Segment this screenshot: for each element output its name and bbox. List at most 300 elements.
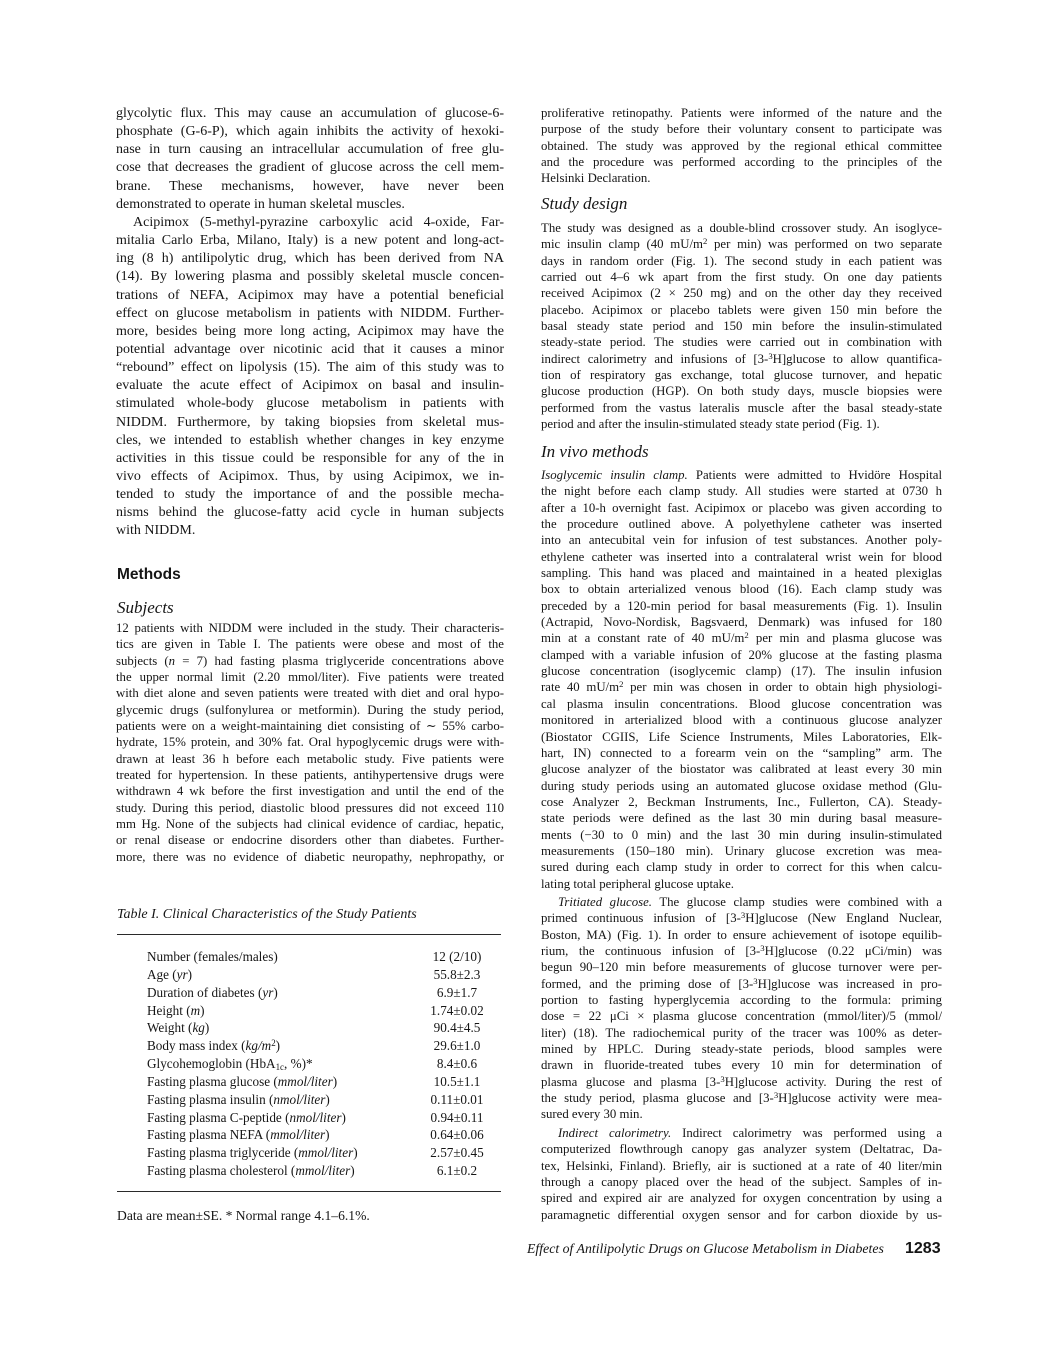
text-run: more, besides being more long acting, Acipimox may have the (116, 323, 504, 339)
line-text (116, 288, 504, 303)
paragraph (116, 105, 504, 214)
line-text (116, 324, 504, 339)
line-text (541, 877, 734, 891)
line-text (116, 415, 504, 430)
text-line (116, 702, 504, 718)
italic-run: yr (176, 966, 188, 982)
line-text (541, 1175, 942, 1189)
line-text (541, 680, 942, 694)
text-line (116, 783, 504, 799)
paragraph (541, 105, 942, 187)
row-value: 0.64±0.06 (430, 1127, 484, 1143)
text-run: (14). By lowering plasma and possibly skeletal muscle concen- (116, 269, 504, 285)
row-label (147, 1020, 209, 1035)
text-line (116, 718, 504, 734)
text-line (541, 843, 942, 859)
text-run: nisms behind the glucose-fatty acid cycle in human subjects (116, 505, 504, 521)
line-text (541, 319, 942, 333)
text-line (541, 302, 942, 318)
text-run: tion of respiratory gas exchange, total glucose turnover, and hepatic (541, 368, 942, 383)
text-run: ethylene catheter was inserted into a contralateral wrist wein for blood (541, 549, 942, 564)
text-line (116, 359, 504, 377)
superscript: 3 (768, 350, 773, 361)
line-text (116, 487, 504, 502)
line-text (541, 270, 942, 284)
text-line (541, 170, 942, 186)
text-run: study. During this period, diastolic blood pressures did not exceed 110 (116, 800, 504, 815)
text-run: purpose of the study before their voluntary consent to participate was (541, 122, 942, 137)
line-text (116, 784, 504, 798)
text-line (541, 647, 942, 663)
line-text (116, 719, 504, 733)
table-row (147, 1091, 501, 1109)
text-run: withdrawn 4 wk before the first investigation and until the end of the (116, 784, 504, 799)
superscript: 2 (702, 236, 708, 247)
line-text (541, 1091, 942, 1105)
line-text (541, 811, 942, 825)
text-line (541, 1141, 942, 1157)
text-line (541, 400, 942, 416)
text-run: cose Analyzer 2, Beckman Instruments, Inc., Fullerton, CA). Steady- (541, 794, 942, 809)
text-run: monitored in arterialized blood with a continuous glucose analyzer (541, 713, 942, 728)
text-line (541, 467, 942, 483)
line-text (541, 106, 942, 120)
text-run: evaluate the acute effect of Acipimox on basal and insulin- (116, 378, 504, 394)
text-run: glucose analyzer of the biostator was calibrated at least every 30 min (541, 762, 942, 777)
line-text (541, 484, 942, 498)
text-run: with diet alone and seven patients were treated with diet and oral hypo- (116, 686, 504, 701)
line-text (116, 142, 504, 157)
text-line (541, 1158, 942, 1174)
line-text (116, 396, 504, 411)
line-text (133, 215, 504, 230)
text-run: Number (females/males) (147, 949, 278, 964)
text-run: preceded by a 120-min period for basal measurements (Fig. 1). Insulin (541, 598, 942, 613)
text-run: = 7) had fasting plasma triglyceride concentrations above (175, 653, 504, 668)
text-line (541, 745, 942, 761)
text-line (116, 486, 504, 504)
left-column (116, 0, 504, 1365)
row-value: 2.57±0.45 (430, 1145, 484, 1161)
text-run: potential advantage over nicotinic acid that it causes a minor (116, 341, 504, 357)
italic-run: Indirect calorimetry. (558, 1126, 672, 1140)
text-line (541, 663, 942, 679)
line-text (116, 179, 504, 194)
text-run: begun 90–120 min before measurements of glucose turnover were per- (541, 960, 942, 975)
text-line (541, 810, 942, 826)
text-run: the procedure outlined above. A polyethylene catheter was inserted (541, 517, 942, 532)
table-rule (117, 1191, 501, 1192)
subsection-heading: In vivo methods (541, 442, 649, 461)
row-label (147, 1056, 313, 1071)
text-run: H]glucose (0.22 μCi/min) was (764, 944, 942, 959)
line-text (116, 686, 504, 700)
line-text (541, 713, 942, 727)
text-run: Indirect calorimetry was performed using a (671, 1126, 942, 1140)
text-line (116, 816, 504, 832)
row-label (147, 1127, 330, 1142)
text-run: activities in this tissue could be responsible for any of the in (116, 450, 504, 466)
text-run: basal steady state period and 150 min before the insulin-stimulated (541, 319, 942, 334)
text-run: nase in turn causing an intracellular accumulation of free glu- (116, 142, 504, 158)
text-run: glucose concentration (isoglycemic clamp) (17). The insulin infusion (541, 664, 942, 679)
table-row (147, 1073, 501, 1091)
row-value: 10.5±1.1 (433, 1073, 481, 1089)
row-label (147, 1003, 205, 1018)
text-run: portion to fasting hyperglycemia according to the formula: priming (541, 993, 942, 1008)
text-run: spired and expired air are analyzed for oxygen concentration by using a (541, 1191, 942, 1206)
line-text (541, 1191, 942, 1205)
table-row (147, 1002, 501, 1020)
line-text (541, 237, 942, 251)
line-text (558, 895, 942, 909)
text-run: phosphate (G-6-P), which again inhibits the activity of hexoki- (116, 124, 504, 140)
text-run: ments (−30 to 0 min) and the last 30 min during insulin-stimulated (541, 827, 942, 842)
text-line (541, 220, 942, 236)
text-run: the night before each clamp study. All studies were started at 0730 h (541, 484, 942, 499)
text-line (541, 334, 942, 350)
superscript: 3 (720, 1073, 725, 1084)
text-line (116, 287, 504, 305)
text-run: period and after the insulin-stimulated steady state period (Fig. 1). (541, 417, 880, 432)
text-run: during study periods using an automated glucose oxidase method (Glu- (541, 778, 942, 793)
text-run: steady-state period. The studies were carried out in combination with (541, 335, 942, 350)
line-text (541, 303, 942, 317)
italic-run: kg/m (245, 1038, 272, 1054)
text-run: received Acipimox (2 × 250 mg) and on the other day they received (541, 286, 942, 301)
line-text (116, 251, 504, 266)
text-line (541, 598, 942, 614)
text-run: Age ( (147, 966, 177, 982)
text-line (541, 1008, 942, 1024)
text-line (541, 416, 942, 432)
text-run: ) (187, 966, 193, 982)
text-run: carried out 4–6 wk apart from the first study. On one day patients (541, 270, 942, 285)
row-label (147, 1092, 330, 1107)
text-run: treated for hypertension. In these patients, antihypertensive drugs were (116, 768, 504, 783)
text-run: Boston, MA) (Fig. 1). In order to ensure achievement of isotope equilib- (541, 927, 942, 942)
italic-run: mmol/liter (295, 1163, 351, 1179)
table-rule (117, 934, 501, 935)
row-value: 8.4±0.6 (436, 1056, 478, 1072)
text-line (116, 414, 504, 432)
line-text (116, 670, 504, 684)
line-text (116, 269, 504, 284)
line-text (541, 762, 942, 776)
row-label (147, 1074, 337, 1089)
text-run: per min was chosen in order to obtain high physiologi- (623, 680, 943, 695)
text-line (541, 910, 942, 926)
line-text (116, 160, 504, 175)
text-line (116, 141, 504, 159)
text-run: Helsinki Declaration. (541, 171, 651, 186)
row-value: 6.9±1.7 (436, 984, 478, 1000)
text-line (116, 377, 504, 395)
text-line (116, 685, 504, 701)
text-run: Fasting plasma glucose ( (147, 1073, 278, 1089)
text-run: cles, we intended to establish whether changes in key enzyme (116, 432, 504, 448)
text-run: primed continuous infusion of [3- (541, 911, 741, 926)
italic-run: kg (192, 1020, 205, 1036)
text-line (541, 318, 942, 334)
text-line (541, 927, 942, 943)
text-run: Glycohemoglobin (HbA (147, 1056, 276, 1072)
line-text (541, 417, 880, 431)
text-line (116, 123, 504, 141)
text-line (541, 712, 942, 728)
text-run: , %)* (284, 1056, 313, 1072)
paragraph (541, 220, 942, 432)
text-run: days in random order (Fig. 1). The second study in each patient was (541, 253, 942, 268)
row-label (147, 1110, 346, 1125)
text-line (116, 450, 504, 468)
line-text (116, 801, 504, 815)
section-heading: Methods (117, 566, 181, 583)
text-line (116, 232, 504, 250)
text-line (541, 827, 942, 843)
line-text (116, 451, 504, 466)
line-text (541, 566, 942, 580)
text-run: H]glucose to allow quantifica- (772, 351, 943, 366)
line-text (541, 1208, 942, 1222)
line-text (541, 1026, 942, 1040)
superscript: 2 (619, 679, 624, 690)
text-run: H]glucose activity. During the rest of (724, 1074, 942, 1089)
text-run: lating total peripheral glucose uptake. (541, 876, 734, 891)
text-run: The study was designed as a double-blind crossover study. An isoglyce- (541, 221, 942, 235)
row-label (147, 949, 278, 964)
text-line (116, 178, 504, 196)
superscript: 3 (760, 943, 765, 954)
line-text (116, 124, 504, 139)
paragraph (116, 620, 504, 865)
line-text (541, 1042, 942, 1056)
text-line (541, 1090, 942, 1106)
text-line (116, 669, 504, 685)
text-run: 12 patients with NIDDM were included in the study. Their characteris- (116, 621, 504, 635)
text-line (116, 620, 504, 636)
text-run: ) (332, 1073, 338, 1089)
text-line (541, 500, 942, 516)
line-text (116, 469, 504, 484)
text-run: ) (275, 1038, 281, 1054)
line-text (541, 960, 942, 974)
text-line (116, 159, 504, 177)
line-text (541, 171, 650, 185)
text-line (541, 367, 942, 383)
line-text (541, 517, 942, 531)
row-value: 1.74±0.02 (430, 1002, 484, 1018)
line-text (541, 730, 942, 744)
table-row (147, 1055, 501, 1073)
text-line (116, 734, 504, 750)
text-run: computerized flowthrough canopy gas analyzer system (Deltatrac, Da- (541, 1142, 942, 1157)
line-text (541, 664, 942, 678)
text-line (116, 432, 504, 450)
text-run: Weight ( (147, 1020, 193, 1036)
text-run: glycemic drugs (sulfonylurea or metformin). During the study period, (116, 702, 504, 717)
text-line (541, 105, 942, 121)
table-row (147, 984, 501, 1002)
paragraph (541, 467, 942, 892)
line-text (116, 360, 504, 375)
text-run: box to obtain arterialized venous blood (16). Each clamp study was (541, 582, 942, 597)
text-line (116, 832, 504, 848)
text-line (116, 767, 504, 783)
text-run: sured during each clamp study in order to correct for this when calcu- (541, 860, 942, 875)
table-row (147, 948, 501, 966)
superscript: 3 (740, 910, 746, 921)
line-text (541, 582, 942, 596)
text-line (116, 849, 504, 865)
text-run: mm Hg. None of the subjects had clinical evidence of cardiac, hepatic, (116, 817, 504, 832)
table-title: Table I. Clinical Characteristics of the Study Patients (117, 907, 417, 922)
text-run: ) (273, 984, 278, 1000)
text-run: (Actrapid, Novo-Nordisk, Bagsvaerd, Denmark) was infused for 180 (541, 615, 942, 630)
text-run: Fasting plasma insulin ( (147, 1091, 274, 1107)
line-text (116, 505, 504, 520)
text-line (541, 679, 942, 695)
text-run: glycolytic flux. This may cause an accumulation of glucose-6- (116, 106, 504, 121)
text-run: state periods were defined as the last 30 min during basal measure- (541, 811, 942, 826)
line-text (541, 779, 942, 793)
text-run: after a 10-h overnight fast. Acipimox or placebo was given according to (541, 500, 942, 515)
line-text (116, 233, 504, 248)
subsection-heading: Subjects (117, 598, 174, 617)
line-text (541, 860, 942, 874)
text-run: more, there was no evidence of diabetic neuropathy, nephropathy, or (116, 849, 504, 864)
right-column (541, 0, 942, 1365)
table-footnote: Data are mean±SE. * Normal range 4.1–6.1%. (117, 1208, 370, 1223)
text-run: (Biostator CGIIS, Life Science Instruments, Miles Laboratories, Elk- (541, 729, 942, 744)
text-line (116, 395, 504, 413)
line-text (541, 286, 942, 300)
italic-run: mmol/liter (277, 1073, 333, 1089)
text-run: ) (204, 1020, 210, 1036)
text-run: proliferative retinopathy. Patients were informed of the nature and the (541, 106, 942, 120)
row-value: 6.1±0.2 (436, 1163, 478, 1179)
row-label (147, 1145, 358, 1160)
text-run: stimulated whole-body glucose metabolism in patients with (116, 396, 504, 412)
text-line (541, 876, 942, 892)
text-line (541, 992, 942, 1008)
table-row (147, 1126, 501, 1144)
line-text (541, 384, 942, 398)
text-line (116, 214, 504, 232)
line-text (541, 352, 942, 366)
line-text (541, 648, 942, 662)
text-run: brane. These mechanisms, however, have never been (116, 178, 504, 194)
paragraph (541, 894, 942, 1123)
running-footer: Effect of Antilipolytic Drugs on Glucose Metabolism in Diabetes (527, 1241, 884, 1256)
text-run: rate 40 mU/m (541, 680, 620, 695)
text-line (541, 1190, 942, 1206)
line-text (116, 817, 504, 831)
italic-run: Isoglycemic insulin clamp. (541, 468, 688, 482)
text-run: Acipimox (5-methyl-pyrazine carboxylic acid 4-oxide, Far- (133, 215, 504, 230)
line-text (541, 599, 942, 613)
text-run: trations of NEFA, Acipimox may have a potential beneficial (116, 287, 504, 303)
text-line (541, 516, 942, 532)
table-row (147, 1144, 501, 1162)
row-value: 55.8±2.3 (433, 966, 481, 982)
line-text (541, 977, 942, 991)
text-line (541, 761, 942, 777)
text-line (116, 250, 504, 268)
text-run: hart, IN) connected to a forearm vein on the “sampling” arm. The (541, 745, 942, 760)
text-run: H]glucose activity were mea- (778, 1091, 942, 1106)
text-run: clamped with a variable infusion of 20% glucose at the fasting plasma (541, 647, 942, 662)
text-line (541, 1057, 942, 1073)
italic-run: nmol/liter (273, 1091, 326, 1107)
table-row (147, 1162, 501, 1180)
text-line (116, 800, 504, 816)
line-text (116, 735, 504, 749)
text-run: ) (353, 1145, 358, 1161)
line-text (116, 106, 504, 121)
text-run: effect on glucose metabolism in patients with NIDDM. Further- (116, 305, 504, 321)
table-row (147, 1037, 501, 1055)
row-value: 0.11±0.01 (430, 1091, 484, 1107)
text-run: sured every 30 min. (541, 1107, 643, 1122)
text-line (541, 581, 942, 597)
text-run: vivo effects of Acipimox. Thus, by using Acipimox, we in- (116, 468, 504, 484)
text-run: cal plasma insulin concentrations. Blood glucose concentration was (541, 696, 942, 711)
italic-run: nmol/liter (289, 1109, 342, 1125)
text-line (116, 341, 504, 359)
line-text (541, 1075, 942, 1089)
italic-run: mmol/liter (298, 1145, 354, 1161)
row-label (147, 1038, 280, 1053)
text-run: sampling. This hand was placed and maintained in a heated plexiglas (541, 566, 942, 581)
text-run: per min and plasma glucose was (748, 631, 942, 646)
line-text (541, 368, 942, 382)
text-run: Patients were admitted to Hvidöre Hospital (687, 468, 942, 482)
text-run: indirect calorimetry and infusions of [3- (541, 351, 769, 366)
italic-run: n (168, 653, 176, 668)
table-row (147, 1109, 501, 1127)
text-run: the study period, plasma glucose and [3- (541, 1091, 774, 1106)
line-text (541, 155, 942, 169)
text-run: H]glucose (New England Nuclear, (745, 911, 942, 926)
text-run: placebo. Acipimox or placebo tablets were given 150 min before the (541, 302, 942, 317)
row-value: 29.6±1.0 (433, 1038, 481, 1054)
text-run: through a canopy placed over the head of the subject. Samples of in- (541, 1175, 942, 1190)
text-run: paramagnetic differential oxygen sensor and for carbon dioxide by us- (541, 1207, 942, 1222)
text-run: ) (350, 1163, 355, 1179)
text-line (541, 614, 942, 630)
line-text (541, 468, 942, 482)
text-run: ) (200, 1002, 205, 1018)
row-label (147, 967, 192, 982)
text-line (116, 636, 504, 652)
paragraph (116, 214, 504, 541)
line-text (541, 501, 942, 515)
text-run: glucose production (HGP). On both study days, muscle biopsies were (541, 384, 942, 399)
text-line (116, 522, 504, 540)
line-text (116, 768, 504, 782)
text-line (541, 1125, 942, 1141)
text-line (541, 1106, 942, 1122)
text-run: NIDDM. Furthermore, by taking biopsies from skeletal mus- (116, 414, 504, 430)
line-text (116, 833, 504, 847)
line-text (541, 844, 942, 858)
text-line (541, 1207, 942, 1223)
text-line (541, 859, 942, 875)
italic-run: mmol/liter (270, 1127, 326, 1143)
line-text (541, 254, 942, 268)
text-line (541, 778, 942, 794)
